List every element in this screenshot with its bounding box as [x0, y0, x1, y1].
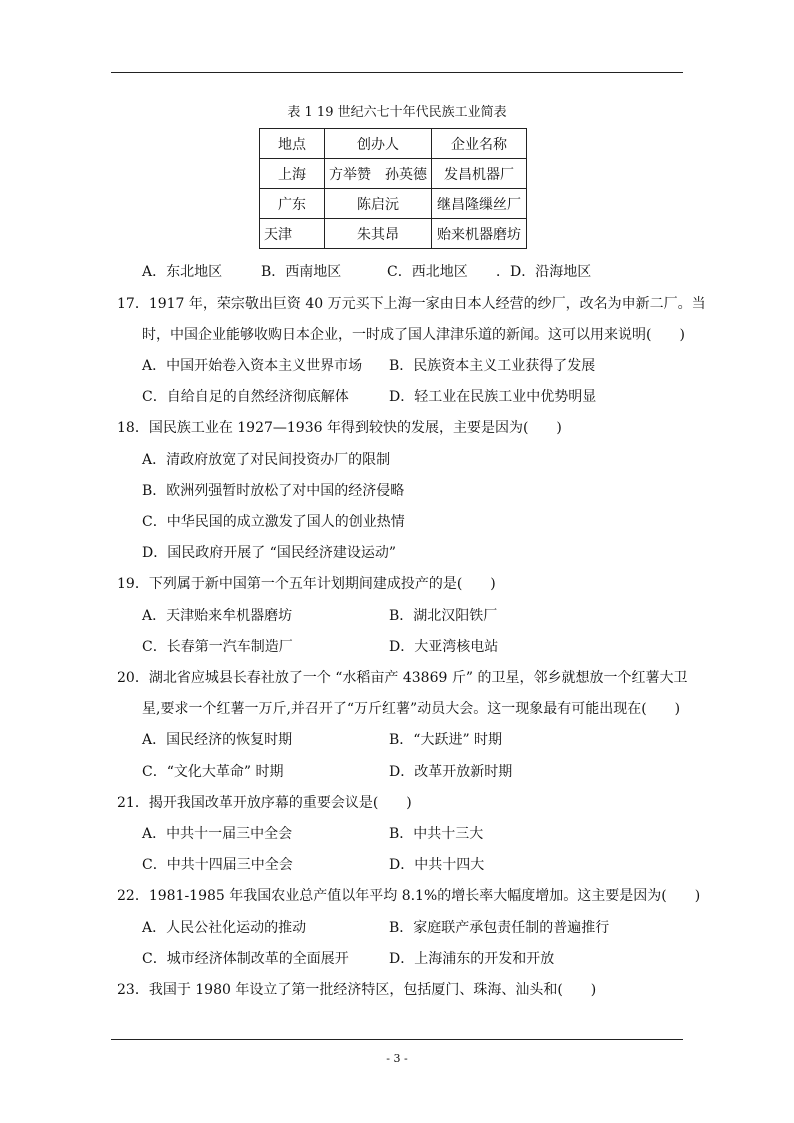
table-cell: 继昌隆缫丝厂 — [432, 189, 527, 219]
option-d: ．D．沿海地区 — [496, 264, 592, 280]
option-d: D．中共十四大 — [389, 857, 485, 873]
option-c: C．自给自足的自然经济彻底解体 — [142, 389, 349, 405]
option-b: B．“大跃进” 时期 — [389, 732, 503, 748]
table-cell: 发昌机器厂 — [432, 159, 527, 189]
question-18: 18．国民族工业在 1927—1936 年得到较快的发展，主要是因为( ) — [117, 420, 562, 436]
option-c: C．“文化大革命” 时期 — [142, 764, 284, 780]
question-17-line-1: 17．1917 年，荣宗敬出巨资 40 万元买下上海一家由日本人经营的纱厂，改名为申新二厂。当 — [117, 296, 706, 312]
table-cell: 广东 — [260, 189, 325, 219]
page-number: - 3 - — [386, 1052, 408, 1065]
option-d: D．轻工业在民族工业中优势明显 — [389, 389, 597, 405]
table-cell: 方举赞 孙英德 — [325, 159, 432, 189]
option-a: A．国民经济的恢复时期 — [142, 732, 293, 748]
option-a: A．清政府放宽了对民间投资办厂的限制 — [142, 452, 391, 468]
table-header-cell: 地点 — [260, 129, 325, 159]
option-a: A．人民公社化运动的推动 — [142, 920, 307, 936]
table-cell: 朱其昂 — [325, 219, 432, 249]
option-d: D．大亚湾核电站 — [389, 639, 499, 655]
table-row — [260, 219, 527, 249]
industry-table — [259, 128, 527, 249]
table-cell: 贻来机器磨坊 — [432, 219, 527, 249]
table-cell: 天津 — [260, 219, 325, 249]
option-b: B．西南地区 — [261, 264, 342, 280]
table-row — [260, 189, 527, 219]
table-header-cell: 企业名称 — [432, 129, 527, 159]
question-17-line-2: 时，中国企业能够收购日本企业，一时成了国人津津乐道的新闻。这可以用来说明( ) — [142, 327, 685, 343]
option-a: A．中共十一届三中全会 — [142, 826, 293, 842]
option-a: A．中国开始卷入资本主义世界市场 — [142, 358, 363, 374]
option-d: D．改革开放新时期 — [389, 764, 513, 780]
question-19: 19．下列属于新中国第一个五年计划期间建成投产的是( ) — [117, 576, 496, 592]
question-21: 21．揭开我国改革开放序幕的重要会议是( ) — [117, 795, 412, 811]
option-c: C．西北地区 — [387, 264, 468, 280]
footer-rule — [111, 1039, 683, 1040]
option-b: B．家庭联产承包责任制的普遍推行 — [389, 920, 610, 936]
option-c: C．中华民国的成立激发了国人的创业热情 — [142, 514, 405, 530]
option-b: B．欧洲列强暂时放松了对中国的经济侵略 — [142, 483, 405, 499]
option-d: D．上海浦东的开发和开放 — [389, 951, 555, 967]
option-b: B．民族资本主义工业获得了发展 — [389, 358, 596, 374]
question-23: 23．我国于 1980 年设立了第一批经济特区，包括厦门、珠海、汕头和( ) — [117, 982, 597, 998]
option-c: C．长春第一汽车制造厂 — [142, 639, 293, 655]
option-a: A．天津贻来牟机器磨坊 — [142, 608, 293, 624]
option-a: A．东北地区 — [142, 264, 223, 280]
table-header-row — [260, 129, 527, 159]
question-22: 22．1981-1985 年我国农业总产值以年平均 8.1%的增长率大幅度增加。这主要是因为( ) — [117, 888, 701, 904]
option-b: B．湖北汉阳铁厂 — [389, 608, 498, 624]
option-c: C．城市经济体制改革的全面展开 — [142, 951, 349, 967]
table-cell: 陈启沅 — [325, 189, 432, 219]
table-row — [260, 159, 527, 189]
question-20-line-1: 20．湖北省应城县长春社放了一个 “水稻亩产 43869 斤” 的卫星，邻乡就想放一个红薯大卫 — [117, 670, 688, 686]
q16-options — [0, 262, 794, 282]
table-cell: 上海 — [260, 159, 325, 189]
header-rule — [111, 72, 683, 73]
option-b: B．中共十三大 — [389, 826, 484, 842]
table-caption: 表 1 19 世纪六七十年代民族工业简表 — [287, 105, 507, 120]
question-20-line-2: 星,要求一个红薯一万斤,并召开了“万斤红薯”动员大会。这一现象最有可能出现在( ) — [142, 701, 681, 717]
option-c: C．中共十四届三中全会 — [142, 857, 293, 873]
option-d: D．国民政府开展了 “国民经济建设运动” — [142, 545, 396, 561]
table-header-cell: 创办人 — [325, 129, 432, 159]
